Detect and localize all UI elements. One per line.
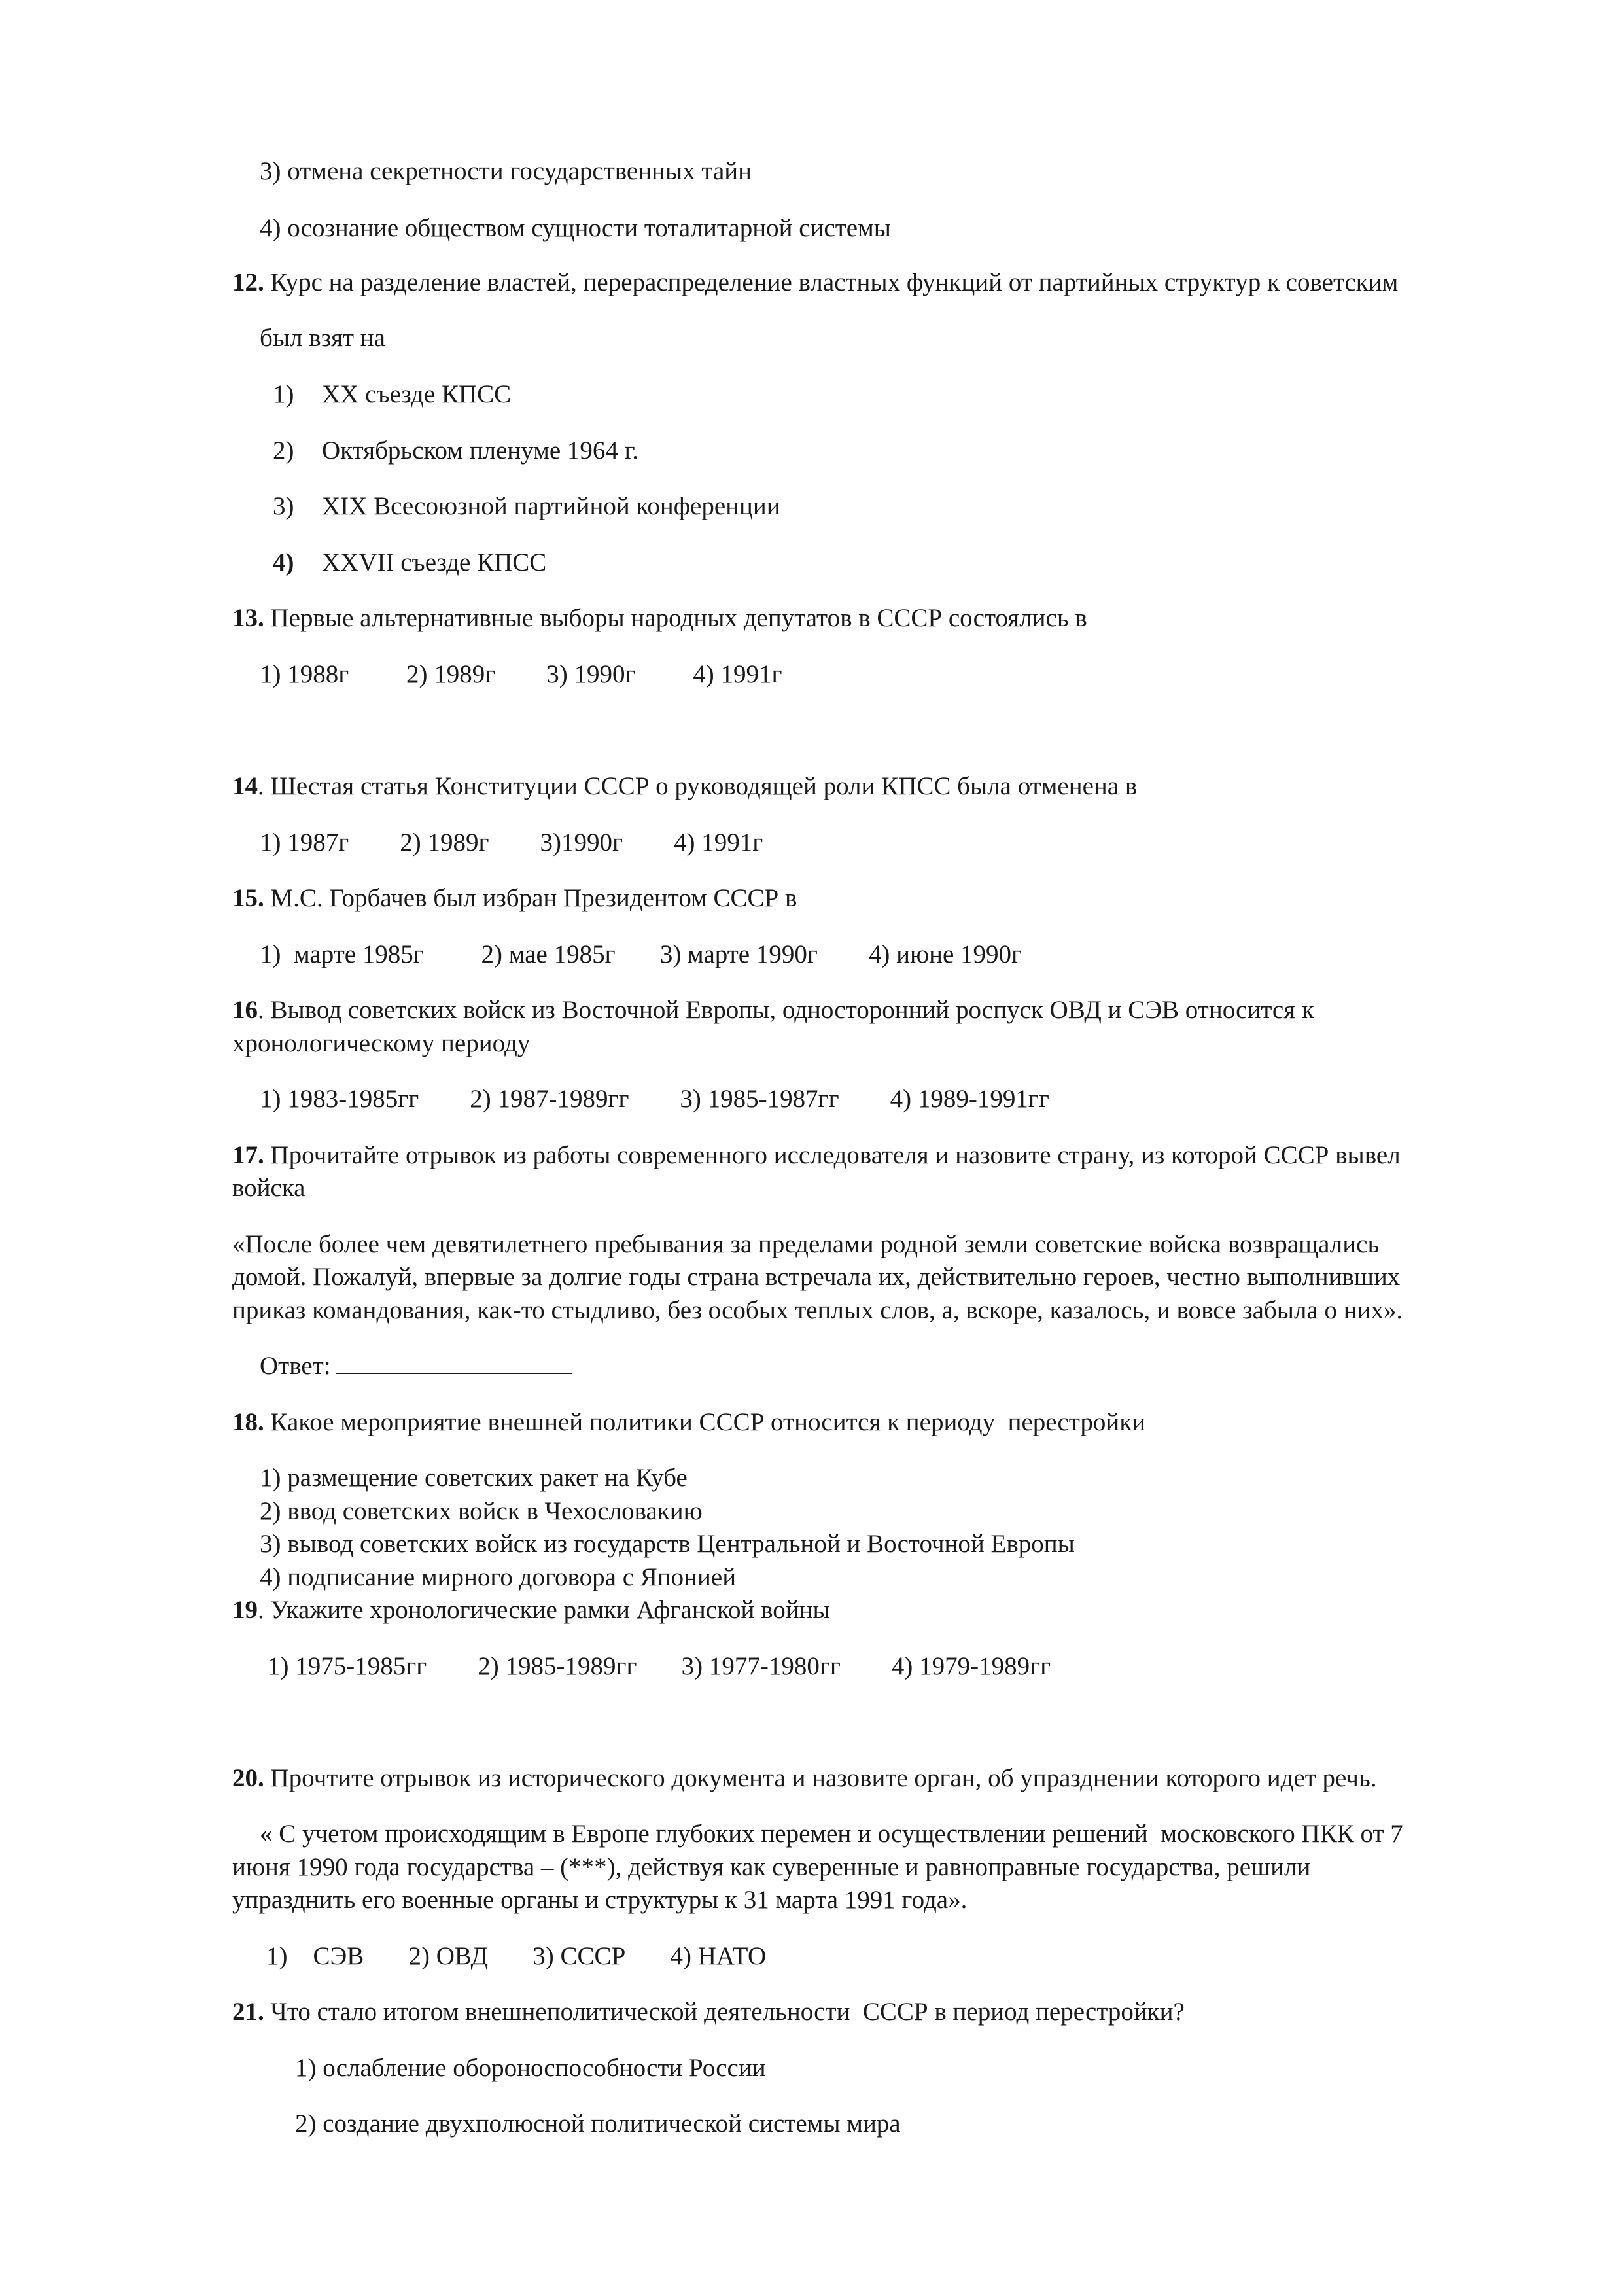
question-number: 18. (232, 1408, 264, 1436)
question-text: Первые альтернативные выборы народных депутатов в СССР состоялись в (264, 604, 1087, 632)
quote-line: приказ командования, как-то стыдливо, без особых теплых слов, а, вскоре, казалось, и вовсе забыла о них». (232, 1296, 1403, 1324)
option-line: XIX Всесоюзной партийной конференции (322, 492, 780, 520)
question-number: 21. (232, 1998, 264, 2026)
quote-line: « С учетом происходящим в Европе глубоких перемен и осуществлении решений московского ПКК от 7 (260, 1820, 1403, 1848)
option-line: 3) вывод советских войск из государств Центральной и Восточной Европы (260, 1530, 1075, 1558)
options-row: 1) СЭВ 2) ОВД 3) СССР 4) НАТО (266, 1942, 767, 1970)
option-number: 1) (273, 380, 294, 408)
question-number: 20. (232, 1764, 264, 1792)
question-12 (232, 270, 1398, 295)
question-text-cont: хронологическому периоду (232, 1029, 531, 1057)
quote-line: домой. Пожалуй, впервые за долгие годы страна встречала их, действительно героев, честно выполнивших (232, 1263, 1401, 1291)
question-text: . Шестая статья Конституции СССР о руководящей роли КПСС была отменена в (258, 772, 1138, 800)
question-15 (232, 885, 797, 911)
question-20 (232, 1765, 1377, 1791)
question-text: Курс на разделение властей, перераспределение властных функций от партийных структур к советским (264, 268, 1399, 296)
question-text-cont: был взят на (260, 324, 385, 352)
question-14 (232, 773, 1137, 799)
option-line: 3) отмена секретности государственных тайн (260, 157, 752, 185)
options-row: 1) 1975-1985гг 2) 1985-1989гг 3) 1977-1980гг 4) 1979-1989гг (268, 1652, 1051, 1680)
question-number: 16 (232, 996, 258, 1024)
quote-line: «После более чем девятилетнего пребывания за пределами родной земли советские войска возвращались (232, 1230, 1380, 1258)
options-row: 1) 1983-1985гг 2) 1987-1989гг 3) 1985-1987гг 4) 1989-1991гг (260, 1085, 1049, 1113)
question-16 (232, 997, 1314, 1023)
answer-line (260, 1353, 572, 1379)
question-text: М.С. Горбачев был избран Президентом СССР в (264, 884, 797, 912)
quote-line: июня 1990 года государства – (***), действуя как суверенные и равноправные государства, решили (232, 1853, 1311, 1881)
option-line: 1) ослабление обороноспособности России (295, 2054, 766, 2082)
option-number: 3) (273, 492, 294, 520)
option-line: 2) создание двухполюсной политической системы мира (295, 2110, 901, 2138)
question-text: Какое мероприятие внешней политики СССР относится к периоду перестройки (264, 1408, 1146, 1436)
quote-line: упразднить его военные органы и структуры к 31 марта 1991 года». (232, 1886, 968, 1914)
question-number: 13. (232, 604, 264, 632)
option-line: 2) ввод советских войск в Чехословакию (260, 1497, 703, 1525)
question-17 (232, 1142, 1401, 1168)
options-row: 1) марте 1985г 2) мае 1985г 3) марте 1990г 4) июне 1990г (260, 940, 1022, 968)
option-number: 4) (273, 548, 294, 576)
question-19 (232, 1597, 830, 1623)
question-number: 12. (232, 268, 264, 296)
question-18 (232, 1409, 1145, 1435)
question-text: . Вывод советских войск из Восточной Европы, односторонний роспуск ОВД и СЭВ относится к (258, 996, 1314, 1024)
option-line: 4) осознание обществом сущности тоталитарной системы (260, 214, 891, 242)
option-line: Октябрьском пленуме 1964 г. (322, 436, 638, 465)
question-21 (232, 1999, 1185, 2024)
question-13 (232, 605, 1087, 631)
option-number: 2) (273, 436, 294, 465)
question-text: Прочитайте отрывок из работы современного исследователя и назовите страну, из которой СССР вывел (264, 1141, 1401, 1169)
question-text-cont: войска (232, 1174, 305, 1202)
question-text: Что стало итогом внешнеполитической деятельности СССР в период перестройки? (264, 1998, 1185, 2026)
question-number: 17. (232, 1141, 264, 1169)
option-line: XXVII съезде КПСС (322, 548, 547, 576)
options-row: 1) 1988г 2) 1989г 3) 1990г 4) 1991г (260, 660, 782, 688)
options-row: 1) 1987г 2) 1989г 3)1990г 4) 1991г (260, 828, 763, 857)
option-line: 1) размещение советских ракет на Кубе (260, 1464, 688, 1492)
option-line: 4) подписание мирного договора с Японией (260, 1563, 737, 1591)
question-text: . Укажите хронологические рамки Афганской войны (258, 1596, 830, 1624)
option-line: XX съезде КПСС (322, 380, 512, 408)
question-number: 14 (232, 772, 258, 800)
question-text: Прочтите отрывок из исторического документа и назовите орган, об упразднении которого идет речь. (264, 1764, 1377, 1792)
question-number: 19 (232, 1596, 258, 1624)
question-number: 15. (232, 884, 264, 912)
answer-label: Ответ: (260, 1352, 331, 1380)
answer-blank[interactable] (336, 1353, 572, 1374)
